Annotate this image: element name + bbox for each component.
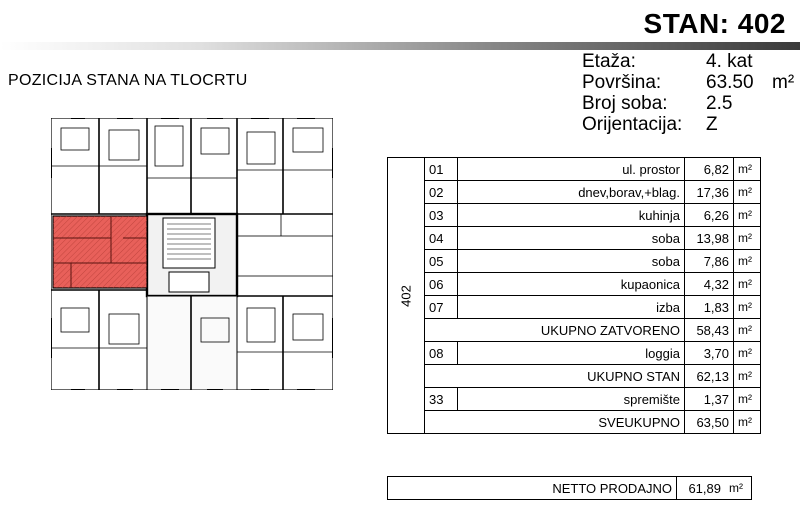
area-unit: m² — [734, 388, 761, 411]
netto-area: 61,89 — [677, 477, 726, 500]
total-area: 63,50 — [685, 411, 734, 434]
room-name: soba — [458, 250, 685, 273]
apartment-title: STAN: 402 — [643, 8, 786, 39]
corridor — [147, 296, 237, 390]
area-unit: m² — [734, 319, 761, 342]
area-unit: m² — [725, 477, 752, 500]
area-unit: m² — [734, 204, 761, 227]
table-row — [388, 342, 761, 365]
subtotal-label: UKUPNO ZATVORENO — [425, 319, 685, 342]
area-unit: m² — [734, 296, 761, 319]
table-row — [388, 273, 761, 296]
room-name: loggia — [458, 342, 685, 365]
apartment-number-cell — [388, 158, 425, 434]
room-area-table — [387, 157, 761, 434]
room-area: 7,86 — [685, 250, 734, 273]
table-row-total — [388, 411, 761, 434]
area-unit: m² — [734, 411, 761, 434]
area-unit: m² — [734, 181, 761, 204]
room-code: 03 — [425, 204, 458, 227]
room-area: 13,98 — [685, 227, 734, 250]
subtotal-label: UKUPNO STAN — [425, 365, 685, 388]
table-row — [388, 388, 761, 411]
area-unit: m² — [734, 158, 761, 181]
total-label: SVEUKUPNO — [425, 411, 685, 434]
room-name: kupaonica — [458, 273, 685, 296]
position-label: POZICIJA STANA NA TLOCRTU — [8, 72, 248, 89]
area-unit: m² — [734, 250, 761, 273]
info-value: Z — [706, 114, 718, 135]
room-code: 06 — [425, 273, 458, 296]
area-unit: m² — [734, 227, 761, 250]
area-unit: m² — [734, 342, 761, 365]
room-area: 1,83 — [685, 296, 734, 319]
room-area: 17,36 — [685, 181, 734, 204]
room-code: 04 — [425, 227, 458, 250]
netto-label: NETTO PRODAJNO — [388, 477, 677, 500]
apartment-number: 402 — [398, 284, 414, 307]
room-code: 08 — [425, 342, 458, 365]
area-unit: m² — [734, 273, 761, 296]
title-underline-bar — [0, 42, 800, 50]
table-row-netto — [388, 477, 752, 500]
room-area: 6,82 — [685, 158, 734, 181]
elevator — [169, 272, 209, 292]
room-code: 02 — [425, 181, 458, 204]
table-row — [388, 181, 761, 204]
table-row — [388, 250, 761, 273]
table-row — [388, 296, 761, 319]
area-unit: m² — [734, 365, 761, 388]
table-row — [388, 227, 761, 250]
subtotal-area: 58,43 — [685, 319, 734, 342]
room-area: 1,37 — [685, 388, 734, 411]
room-name: ul. prostor — [458, 158, 685, 181]
room-name: soba — [458, 227, 685, 250]
room-area: 3,70 — [685, 342, 734, 365]
info-unit: m² — [772, 72, 795, 93]
subtotal-area: 62,13 — [685, 365, 734, 388]
info-value: 4. kat — [706, 51, 753, 72]
info-value: 63.50 — [706, 72, 754, 93]
info-label: Površina: — [582, 72, 662, 93]
table-row — [388, 158, 761, 181]
table-row — [388, 204, 761, 227]
room-code: 05 — [425, 250, 458, 273]
info-label: Orijentacija: — [582, 114, 683, 135]
room-name: izba — [458, 296, 685, 319]
info-label: Broj soba: — [582, 93, 668, 114]
room-area: 6,26 — [685, 204, 734, 227]
floor-plan — [51, 118, 333, 390]
room-code: 07 — [425, 296, 458, 319]
table-row-subtotal — [388, 365, 761, 388]
info-value: 2.5 — [706, 93, 733, 114]
info-label: Etaža: — [582, 51, 636, 72]
room-name: kuhinja — [458, 204, 685, 227]
netto-table — [387, 476, 752, 500]
room-code: 01 — [425, 158, 458, 181]
staircase — [163, 218, 215, 268]
room-code: 33 — [425, 388, 458, 411]
room-name: spremište — [458, 388, 685, 411]
room-name: dnev,borav,+blag. — [458, 181, 685, 204]
table-row-subtotal — [388, 319, 761, 342]
room-area: 4,32 — [685, 273, 734, 296]
